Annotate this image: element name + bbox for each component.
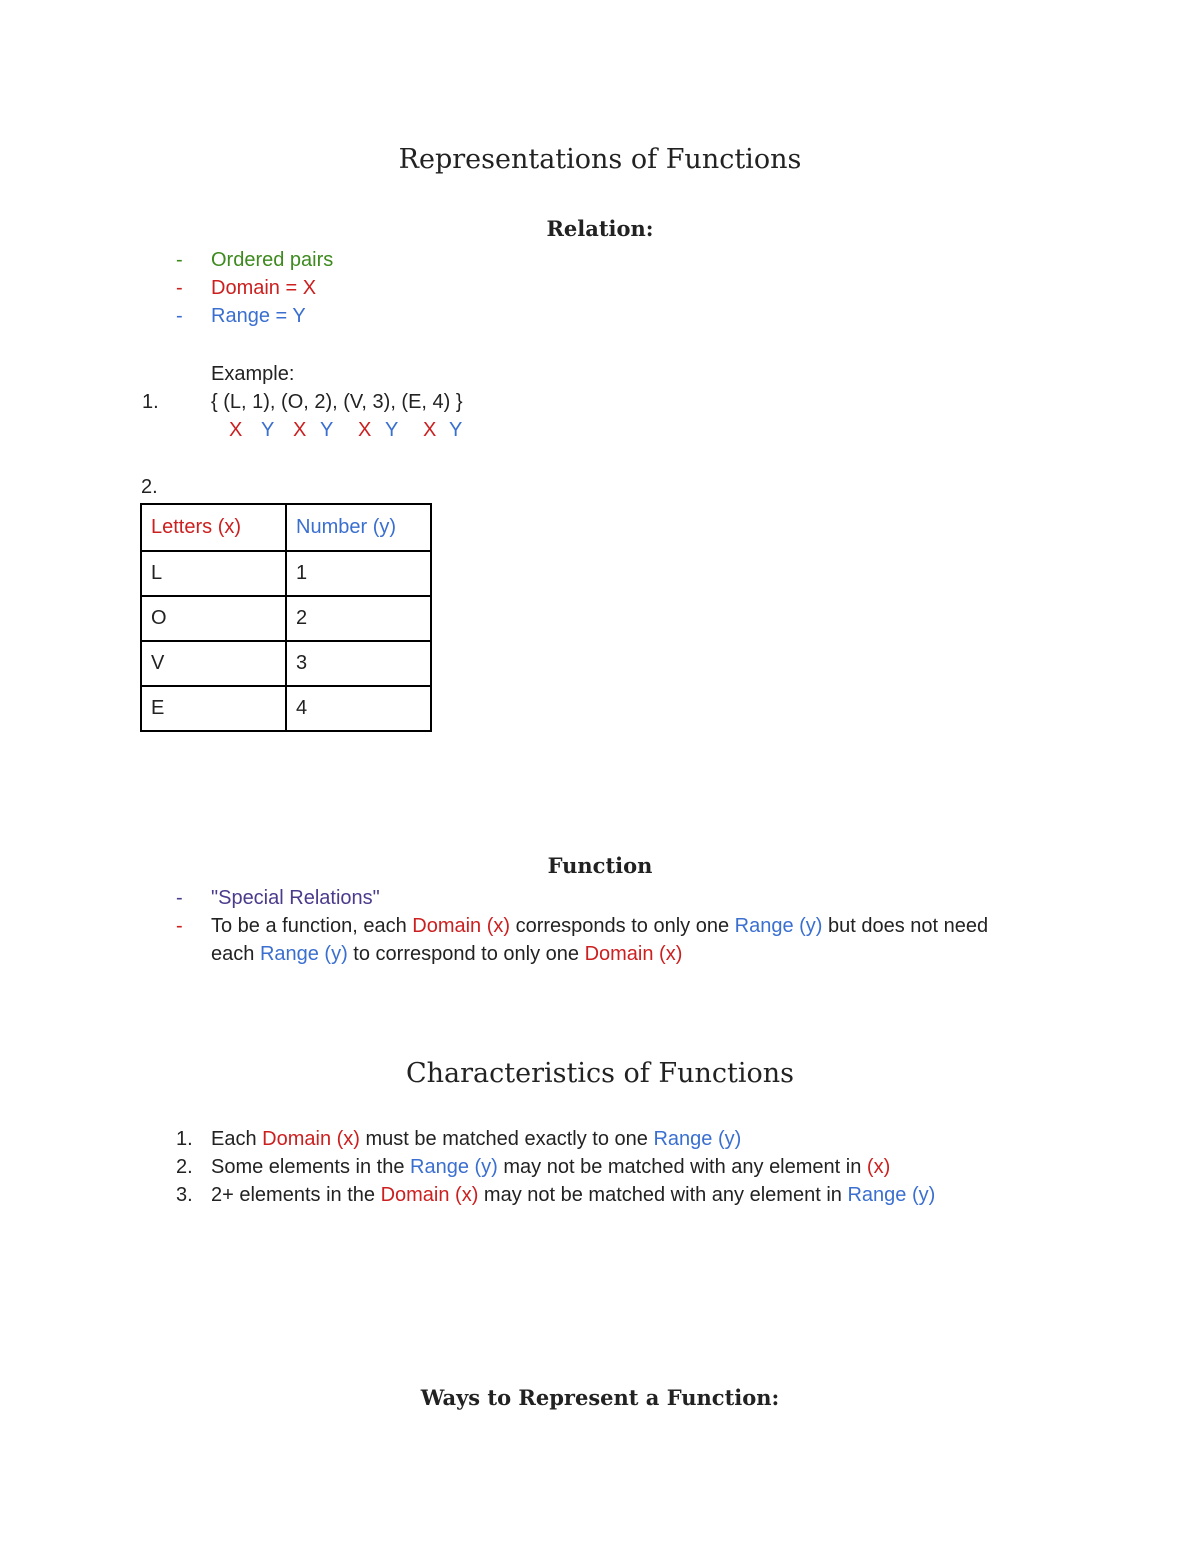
text: may not be matched with any element in xyxy=(478,1184,848,1206)
range-term: Range (y) xyxy=(259,943,348,965)
bullet-dash: - xyxy=(176,277,183,299)
bullet-domain: Domain = X xyxy=(211,277,317,299)
characteristic-item xyxy=(211,1129,741,1149)
bullet-dash: - xyxy=(176,915,183,937)
table-row xyxy=(141,551,431,596)
function-definition-line2 xyxy=(211,944,682,964)
table-header-letters: Letters (x) xyxy=(141,504,286,551)
domain-term: Domain (x) xyxy=(584,943,683,965)
range-term: Range (y) xyxy=(734,915,823,937)
table-cell: O xyxy=(141,596,286,641)
table-row xyxy=(141,641,431,686)
function-heading: Function xyxy=(547,853,653,878)
bullet-dash: - xyxy=(176,305,183,327)
list-number: 3. xyxy=(176,1184,193,1206)
x-label: X xyxy=(423,419,437,441)
range-term: Range (y) xyxy=(410,1156,498,1178)
text: may not be matched with any element in xyxy=(497,1156,867,1178)
table-cell: 3 xyxy=(286,641,431,686)
relation-heading: Relation: xyxy=(546,216,654,241)
text: Some elements in the xyxy=(211,1156,410,1178)
text: must be matched exactly to one xyxy=(359,1128,654,1150)
domain-term: Domain (x) xyxy=(262,1128,360,1150)
bullet-ordered-pairs: Ordered pairs xyxy=(211,249,334,271)
characteristic-item xyxy=(211,1185,935,1205)
list-number: 1. xyxy=(176,1128,193,1150)
y-label: Y xyxy=(449,419,463,441)
list-number: 2. xyxy=(141,476,158,498)
table-header-row xyxy=(141,504,431,551)
text: Each xyxy=(211,1128,263,1150)
range-term: Range (y) xyxy=(653,1128,742,1150)
relation-table xyxy=(140,503,432,732)
x-label: X xyxy=(358,419,372,441)
table-cell: V xyxy=(141,641,286,686)
table-cell: L xyxy=(141,551,286,596)
ways-heading: Ways to Represent a Function: xyxy=(420,1385,780,1410)
range-term: Range (y) xyxy=(847,1184,936,1206)
domain-term: Domain (x) xyxy=(380,1184,479,1206)
example-label: Example: xyxy=(211,363,295,385)
text: To be a function, each xyxy=(211,915,413,937)
table-row xyxy=(141,596,431,641)
table-cell: 1 xyxy=(286,551,431,596)
ordered-pairs-set: { (L, 1), (O, 2), (V, 3), (E, 4) } xyxy=(211,391,463,413)
bullet-special-relations: "Special Relations" xyxy=(211,887,380,909)
table-header-number: Number (y) xyxy=(286,504,431,551)
y-label: Y xyxy=(320,419,334,441)
text: each xyxy=(211,943,260,965)
text: but does not need xyxy=(822,915,989,937)
characteristics-heading: Characteristics of Functions xyxy=(406,1058,794,1089)
x-label: X xyxy=(293,419,307,441)
text: 2+ elements in the xyxy=(211,1184,381,1206)
list-number: 2. xyxy=(176,1156,193,1178)
bullet-range: Range = Y xyxy=(211,305,306,327)
y-label: Y xyxy=(261,419,275,441)
characteristic-item xyxy=(211,1157,890,1177)
table-row xyxy=(141,686,431,731)
text: corresponds to only one xyxy=(510,915,735,937)
bullet-dash: - xyxy=(176,887,183,909)
domain-term: Domain (x) xyxy=(412,915,511,937)
text: to correspond to only one xyxy=(347,943,585,965)
list-number: 1. xyxy=(142,391,159,413)
function-definition-line1 xyxy=(211,916,988,936)
table-cell: 4 xyxy=(286,686,431,731)
table-cell: 2 xyxy=(286,596,431,641)
table-cell: E xyxy=(141,686,286,731)
page-title: Representations of Functions xyxy=(398,144,802,175)
x-label: X xyxy=(229,419,243,441)
y-label: Y xyxy=(385,419,399,441)
bullet-dash: - xyxy=(176,249,183,271)
domain-term: (x) xyxy=(866,1156,891,1178)
